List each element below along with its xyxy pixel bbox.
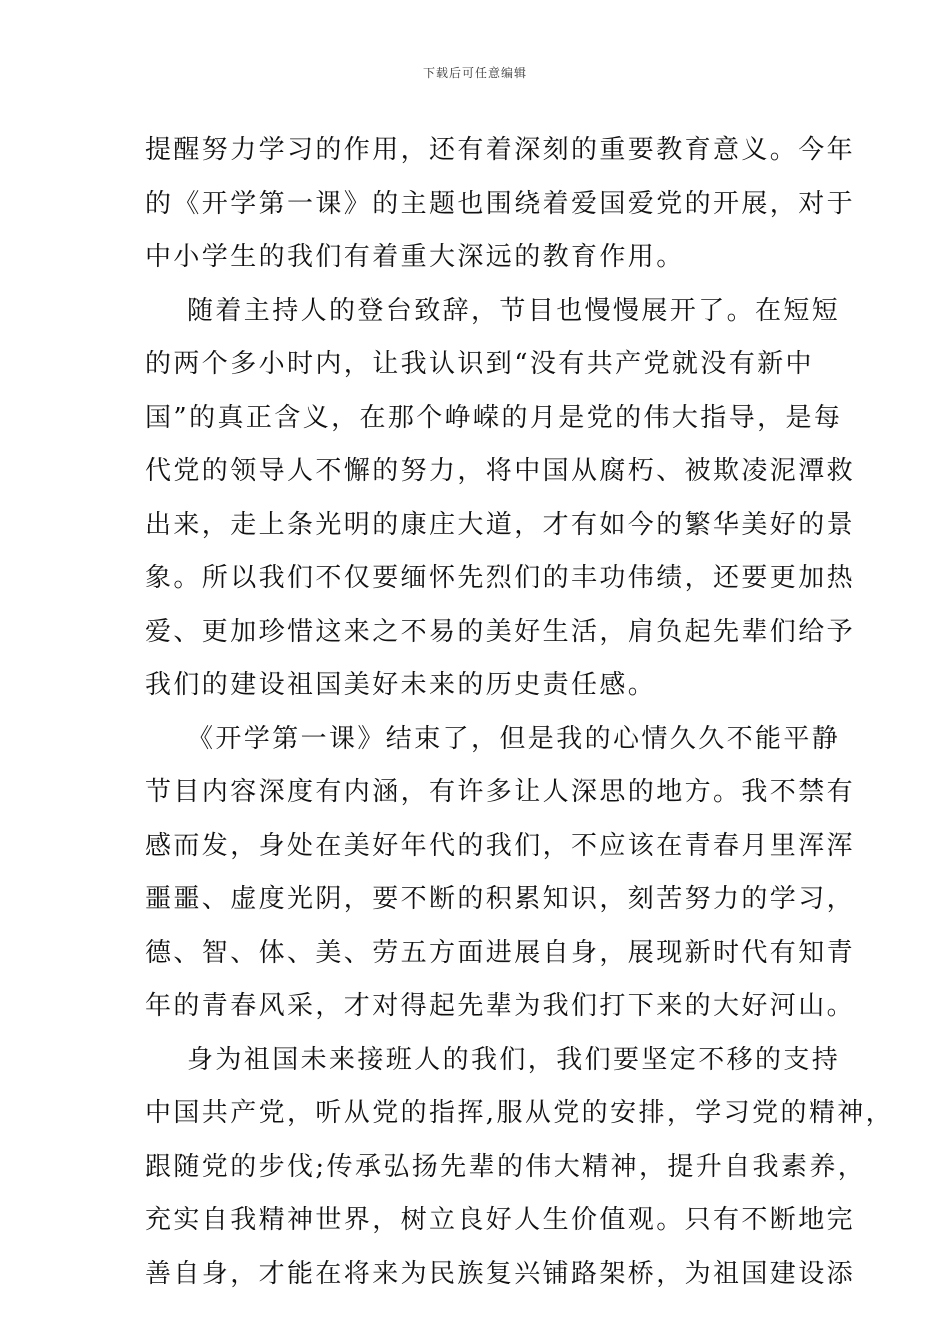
text-line: 充实自我精神世界，树立良好人生价值观。只有不断地完 [145, 1205, 856, 1235]
text-line: 年的青春风采，才对得起先辈为我们打下来的大好河山。 [145, 991, 856, 1021]
text-line: 我们的建设祖国美好未来的历史责任感。 [145, 670, 657, 700]
text-line: 象。所以我们不仅要缅怀先烈们的丰功伟绩，还要更加热 [145, 563, 856, 593]
text-line: 爱、更加珍惜这来之不易的美好生活，肩负起先辈们给予 [145, 616, 856, 647]
text-line: 跟随党的步伐;传承弘扬先辈的伟大精神，提升自我素养， [145, 1151, 867, 1182]
text-line: 中国共产党，听从党的指挥,服从党的安排，学习党的精神， [145, 1098, 895, 1128]
text-line: 善自身，才能在将来为民族复兴铺路架桥，为祖国建设添 [145, 1258, 856, 1289]
document-body [145, 124, 895, 1301]
text-line: 德、智、体、美、劳五方面进展自身，展现新时代有知青 [145, 937, 856, 968]
text-line: 的两个多小时内，让我认识到“没有共产党就没有新中 [145, 349, 814, 379]
text-line: 出来，走上条光明的康庄大道，才有如今的繁华美好的景 [145, 509, 856, 540]
paragraph-first-line: 《开学第一课》结束了，但是我的心情久久不能平静 [187, 723, 841, 754]
paragraph-first-line: 随着主持人的登台致辞，节目也慢慢展开了。在短短 [187, 295, 841, 326]
page-header-note: 下载后可任意编辑 [422, 66, 527, 80]
text-line: 代党的领导人不懈的努力，将中国从腐朽、被欺凌泥潭救 [145, 456, 856, 486]
text-line: 提醒努力学习的作用，还有着深刻的重要教育意义。今年 [145, 135, 856, 165]
text-line: 感而发，身处在美好年代的我们，不应该在青春月里浑浑 [145, 830, 856, 861]
text-line: 国”的真正含义，在那个峥嵘的月是党的伟大指导，是每 [145, 402, 843, 433]
paragraph-first-line: 身为祖国未来接班人的我们，我们要坚定不移的支持 [187, 1044, 841, 1075]
text-line: 噩噩、虚度光阴，要不断的积累知识，刻苦努力的学习， [145, 884, 856, 914]
text-line: 中小学生的我们有着重大深远的教育作用。 [145, 242, 685, 272]
text-line: 的《开学第一课》的主题也围绕着爱国爱党的开展，对于 [145, 188, 856, 219]
text-line: 节目内容深度有内涵，有许多让人深思的地方。我不禁有 [145, 777, 856, 807]
